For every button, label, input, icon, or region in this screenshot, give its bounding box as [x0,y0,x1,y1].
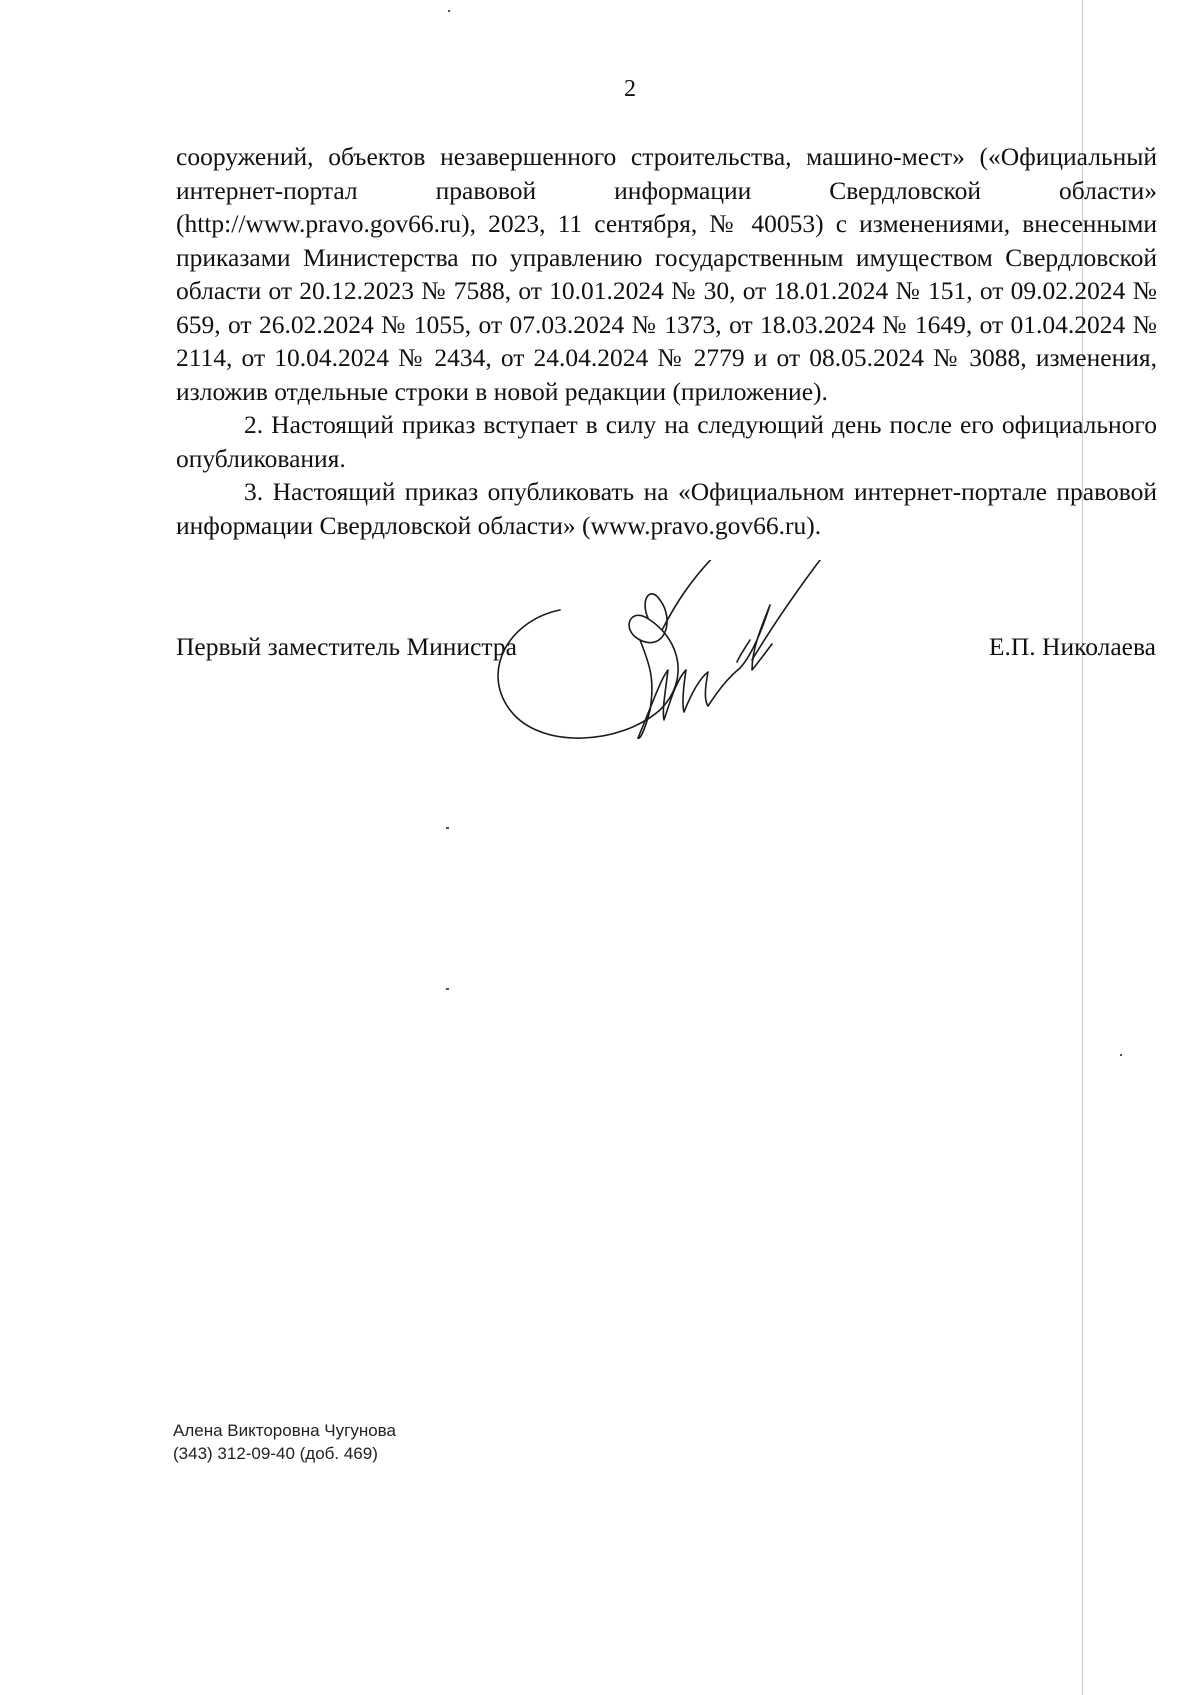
contact-block [173,1419,396,1465]
scan-speck [1120,1054,1122,1056]
contact-phone: (343) 312-09-40 (доб. 469) [173,1444,378,1463]
scan-speck [446,827,449,829]
signer-name: Е.П. Николаева [988,632,1156,661]
handwritten-signature [490,560,850,780]
scan-speck [448,10,450,12]
paragraph-2: 2. Настоящий приказ вступает в силу на следующий день после его официального опубликования. [176,410,1157,473]
page-number: 2 [624,76,636,102]
document-body [176,140,1157,542]
signer-position: Первый заместитель Министра [176,632,517,661]
contact-name: Алена Викторовна Чугунова [173,1421,396,1440]
scan-speck [446,988,449,990]
paragraph-continuation: сооружений, объектов незавершенного строительства, машино-мест» («Официальный интернет-портал правовой информации Свердловской области» (http://www.pravo.gov66.ru), 2023, 11 сентября, № 40053) с изменениями, внесенными приказами Министерства по управлению государственным имуществом Свердловской области от 20.12.2023 № 7588, от 10.01.2024 № 30, от 18.01.2024 № 151, от 09.02.2024 № 659, от 26.02.2024 № 1055, от 07.03.2024 № 1373, от 18.03.2024 № 1649, от 01.04.2024 № 2114, от 10.04.2024 № 2434, от 24.04.2024 № 2779 и от 08.05.2024 № 3088, изменения, изложив отдельные строки в новой редакции (приложение). [176,142,1157,406]
paragraph-3: 3. Настоящий приказ опубликовать на «Официальном интернет-портале правовой информации Свердловской области» (www.pravo.gov66.ru). [176,477,1157,540]
